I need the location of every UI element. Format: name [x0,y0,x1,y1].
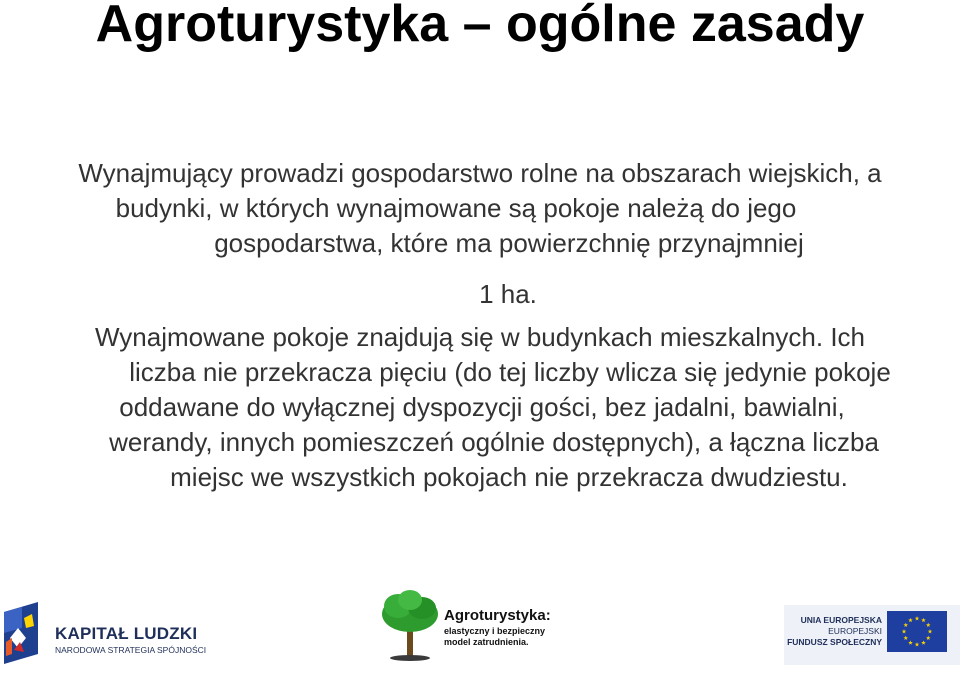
paragraph-2-line: oddawane do wyłącznej dyspozycji gości, bez jadalni, bawialni, [119,392,845,422]
paragraph-2 [0,320,960,495]
kapital-ludzki-emblem-icon [0,598,50,670]
agroturystyka-title: Agroturystyka: [444,607,551,624]
kapital-ludzki-subtitle: NARODOWA STRATEGIA SPÓJNOŚCI [55,645,207,655]
eu-text-line: UNIA EUROPEJSKA [800,615,882,625]
kapital-ludzki-logo [0,598,207,670]
agroturystyka-subtitle-line: elastyczny i bezpieczny [444,626,546,636]
paragraph-1-tail-text: 1 ha. [479,279,537,309]
eu-text [784,615,882,648]
agroturystyka-subtitle-line: model zatrudnienia. [444,637,529,647]
paragraph-1-line: gospodarstwa, które ma powierzchnię przynajmniej [214,228,804,258]
eu-fund-logo [784,605,960,665]
tree-icon [378,586,442,666]
paragraph-2-line: liczba nie przekracza pięciu (do tej liczby wlicza się jedynie pokoje [129,357,891,387]
slide-title: Agroturystyka – ogólne zasady [95,0,865,53]
eu-text-line: FUNDUSZ SPOŁECZNY [787,637,882,647]
paragraph-2-line: Wynajmowane pokoje znajdują się w budynkach mieszkalnych. Ich [94,322,866,352]
paragraph-2-line: werandy, innych pomieszczeń ogólnie dostępnych), a łączna liczba [109,427,879,457]
paragraph-1-tail [0,277,960,312]
eu-flag-icon [887,611,947,652]
kapital-ludzki-name: KAPITAŁ LUDZKI [55,624,198,643]
paragraph-1-line: budynki, w których wynajmowane są pokoje należą do jego [115,193,797,223]
paragraph-1 [0,156,960,261]
paragraph-2-line: miejsc we wszystkich pokojach nie przekracza dwudziestu. [170,462,848,492]
agroturystyka-subtitle [444,626,545,648]
eu-text-line: EUROPEJSKI [828,626,882,636]
paragraph-1-line: Wynajmujący prowadzi gospodarstwo rolne na obszarach wiejskich, a [78,158,882,188]
agroturystyka-logo [378,586,558,666]
